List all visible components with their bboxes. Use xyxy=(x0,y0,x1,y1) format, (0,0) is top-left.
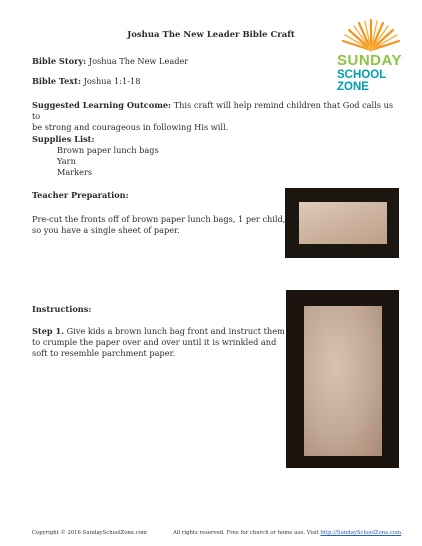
teacher-prep-text xyxy=(32,214,285,236)
learning-outcome xyxy=(32,100,402,133)
bible-story-value: Joshua The New Leader xyxy=(88,56,189,66)
footer-copyright: Copyright © 2016 SundaySchoolZone.com xyxy=(32,530,147,536)
step-1-line2: to crumple the paper over and over until it is wrinkled and xyxy=(32,337,277,347)
supply-item: Yarn xyxy=(57,156,76,166)
bible-story xyxy=(32,56,188,67)
supply-item: Markers xyxy=(57,167,93,177)
outcome-line2: be strong and courageous in following His will. xyxy=(32,122,229,132)
supplies-label: Supplies List: xyxy=(32,134,95,144)
footer-link[interactable]: http://SundaySchoolZone.com xyxy=(320,530,402,536)
logo-text-sunday: SUNDAY xyxy=(337,52,402,69)
page-title: Joshua The New Leader Bible Craft xyxy=(127,30,295,40)
outcome-line1: This craft will help remind children that God calls us to xyxy=(32,100,394,121)
cut-paper-photo xyxy=(285,188,399,258)
crumpled-paper-photo xyxy=(286,290,399,468)
outcome-label: Suggested Learning Outcome: xyxy=(32,100,172,110)
step-1-label: Step 1. xyxy=(32,326,65,336)
supplies-list xyxy=(57,145,159,178)
paper-sheet xyxy=(299,202,387,244)
bible-text xyxy=(32,76,140,87)
crumpled-paper xyxy=(304,306,382,456)
footer-end: . xyxy=(401,530,403,536)
sunday-school-zone-logo xyxy=(334,14,408,93)
footer-rights-text: All rights reserved. Free for church or home use. Visit xyxy=(173,530,319,536)
bible-story-label: Bible Story: xyxy=(32,56,87,66)
sun-icon xyxy=(334,14,408,54)
step-1-line3: soft to resemble parchment paper. xyxy=(32,348,176,358)
logo-text-school-zone: SCHOOL ZONE xyxy=(337,69,386,93)
supply-item: Brown paper lunch bags xyxy=(57,145,159,155)
step-1 xyxy=(32,326,285,359)
footer-rights xyxy=(173,530,403,536)
bible-text-value: Joshua 1:1-18 xyxy=(83,76,141,86)
prep-line2: so you have a single sheet of paper. xyxy=(32,225,180,235)
bible-text-label: Bible Text: xyxy=(32,76,81,86)
teacher-prep-label: Teacher Preparation: xyxy=(32,190,129,200)
step-1-line1: Give kids a brown lunch bag front and instruct them xyxy=(66,326,285,336)
prep-line1: Pre-cut the fronts off of brown paper lunch bags, 1 per child, xyxy=(32,214,286,224)
instructions-label: Instructions: xyxy=(32,304,92,314)
